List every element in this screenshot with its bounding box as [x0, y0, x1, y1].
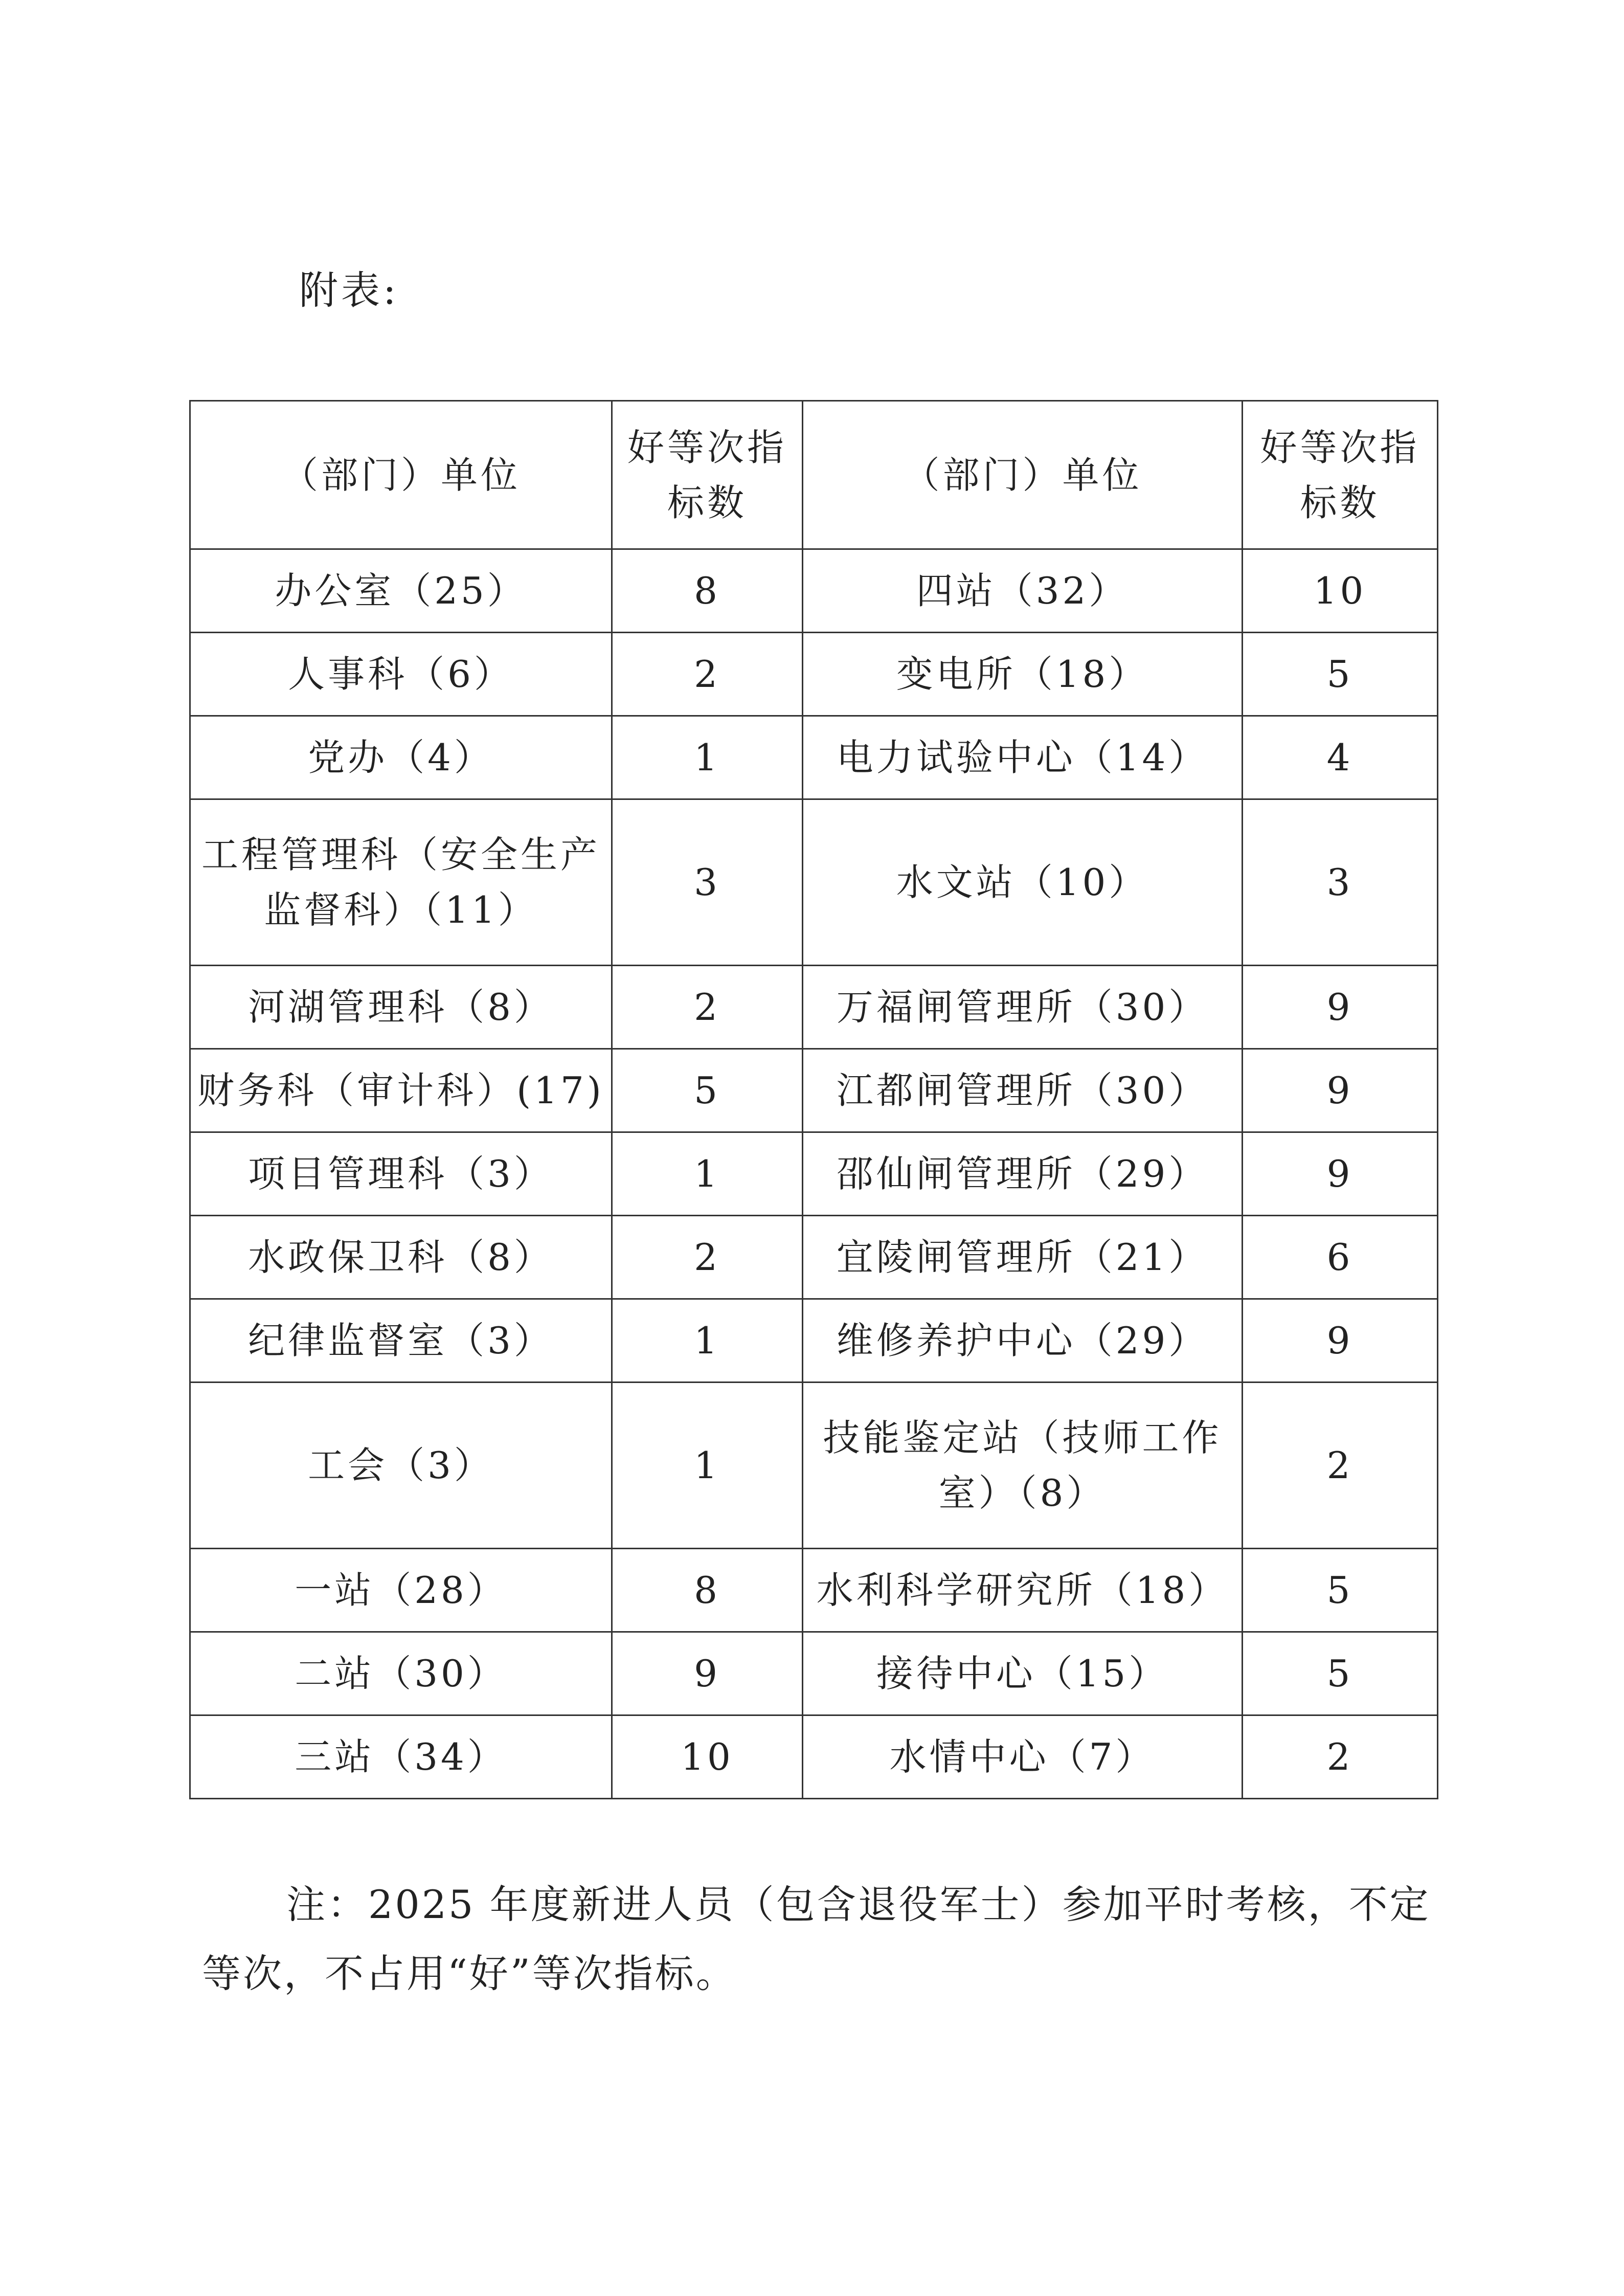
right-quota-cell: 9 — [1243, 966, 1438, 1049]
left-quota-cell: 2 — [612, 1216, 803, 1299]
right-unit-cell: 技能鉴定站（技师工作室）（8） — [803, 1383, 1243, 1549]
left-quota-cell: 3 — [612, 799, 803, 966]
table-row — [190, 1715, 1438, 1799]
right-unit-cell: 变电所（18） — [803, 633, 1243, 716]
footnote: 注：2025 年度新进人员（包含退役军士）参加平时考核，不定等次，不占用“好”等次指标。 — [202, 1882, 1431, 1996]
right-quota-cell: 4 — [1243, 716, 1438, 799]
table-header-row — [190, 401, 1438, 549]
right-unit-cell: 电力试验中心（14） — [803, 716, 1243, 799]
quota-table — [189, 400, 1438, 1799]
right-quota-cell: 5 — [1243, 1549, 1438, 1632]
right-unit-cell: 水情中心（7） — [803, 1715, 1243, 1799]
right-quota-cell: 3 — [1243, 799, 1438, 966]
right-unit-cell: 水利科学研究所（18） — [803, 1549, 1243, 1632]
table-row — [190, 1383, 1438, 1549]
left-unit-cell: 二站（30） — [190, 1632, 612, 1715]
table-row — [190, 549, 1438, 633]
right-quota-cell: 2 — [1243, 1715, 1438, 1799]
left-quota-cell: 8 — [612, 549, 803, 633]
right-quota-cell: 10 — [1243, 549, 1438, 633]
right-quota-cell: 2 — [1243, 1383, 1438, 1549]
left-quota-cell: 1 — [612, 1383, 803, 1549]
header-unit-left: （部门）单位 — [190, 401, 612, 549]
left-quota-cell: 8 — [612, 1549, 803, 1632]
left-unit-cell: 办公室（25） — [190, 549, 612, 633]
table-row — [190, 633, 1438, 716]
table-row — [190, 1216, 1438, 1299]
left-unit-cell: 人事科（6） — [190, 633, 612, 716]
right-unit-cell: 接待中心（15） — [803, 1632, 1243, 1715]
left-unit-cell: 一站（28） — [190, 1549, 612, 1632]
left-unit-cell: 三站（34） — [190, 1715, 612, 1799]
table-row — [190, 1549, 1438, 1632]
left-unit-cell: 纪律监督室（3） — [190, 1299, 612, 1383]
right-unit-cell: 万福闸管理所（30） — [803, 966, 1243, 1049]
left-quota-cell: 2 — [612, 966, 803, 1049]
left-unit-cell: 水政保卫科（8） — [190, 1216, 612, 1299]
left-unit-cell: 河湖管理科（8） — [190, 966, 612, 1049]
right-quota-cell: 5 — [1243, 1632, 1438, 1715]
header-unit-right: （部门）单位 — [803, 401, 1243, 549]
header-quota-left: 好等次指标数 — [612, 401, 803, 549]
left-unit-cell: 党办（4） — [190, 716, 612, 799]
left-quota-cell: 5 — [612, 1049, 803, 1132]
table-row — [190, 799, 1438, 966]
right-quota-cell: 9 — [1243, 1049, 1438, 1132]
left-unit-cell: 工程管理科（安全生产监督科）（11） — [190, 799, 612, 966]
left-unit-cell: 财务科（审计科）(17) — [190, 1049, 612, 1132]
right-unit-cell: 江都闸管理所（30） — [803, 1049, 1243, 1132]
left-quota-cell: 1 — [612, 1299, 803, 1383]
left-unit-cell: 工会（3） — [190, 1383, 612, 1549]
table-row — [190, 1632, 1438, 1715]
right-quota-cell: 9 — [1243, 1299, 1438, 1383]
right-quota-cell: 6 — [1243, 1216, 1438, 1299]
left-quota-cell: 2 — [612, 633, 803, 716]
left-quota-cell: 1 — [612, 1132, 803, 1216]
table-row — [190, 1049, 1438, 1132]
left-quota-cell: 10 — [612, 1715, 803, 1799]
right-unit-cell: 维修养护中心（29） — [803, 1299, 1243, 1383]
attachment-label: 附表: — [299, 268, 399, 313]
left-quota-cell: 1 — [612, 716, 803, 799]
table-row — [190, 1132, 1438, 1216]
right-quota-cell: 5 — [1243, 633, 1438, 716]
right-unit-cell: 宜陵闸管理所（21） — [803, 1216, 1243, 1299]
left-quota-cell: 9 — [612, 1632, 803, 1715]
right-unit-cell: 水文站（10） — [803, 799, 1243, 966]
right-unit-cell: 四站（32） — [803, 549, 1243, 633]
table-row — [190, 716, 1438, 799]
left-unit-cell: 项目管理科（3） — [190, 1132, 612, 1216]
header-quota-right: 好等次指标数 — [1243, 401, 1438, 549]
right-unit-cell: 邵仙闸管理所（29） — [803, 1132, 1243, 1216]
table-row — [190, 1299, 1438, 1383]
table-row — [190, 966, 1438, 1049]
right-quota-cell: 9 — [1243, 1132, 1438, 1216]
